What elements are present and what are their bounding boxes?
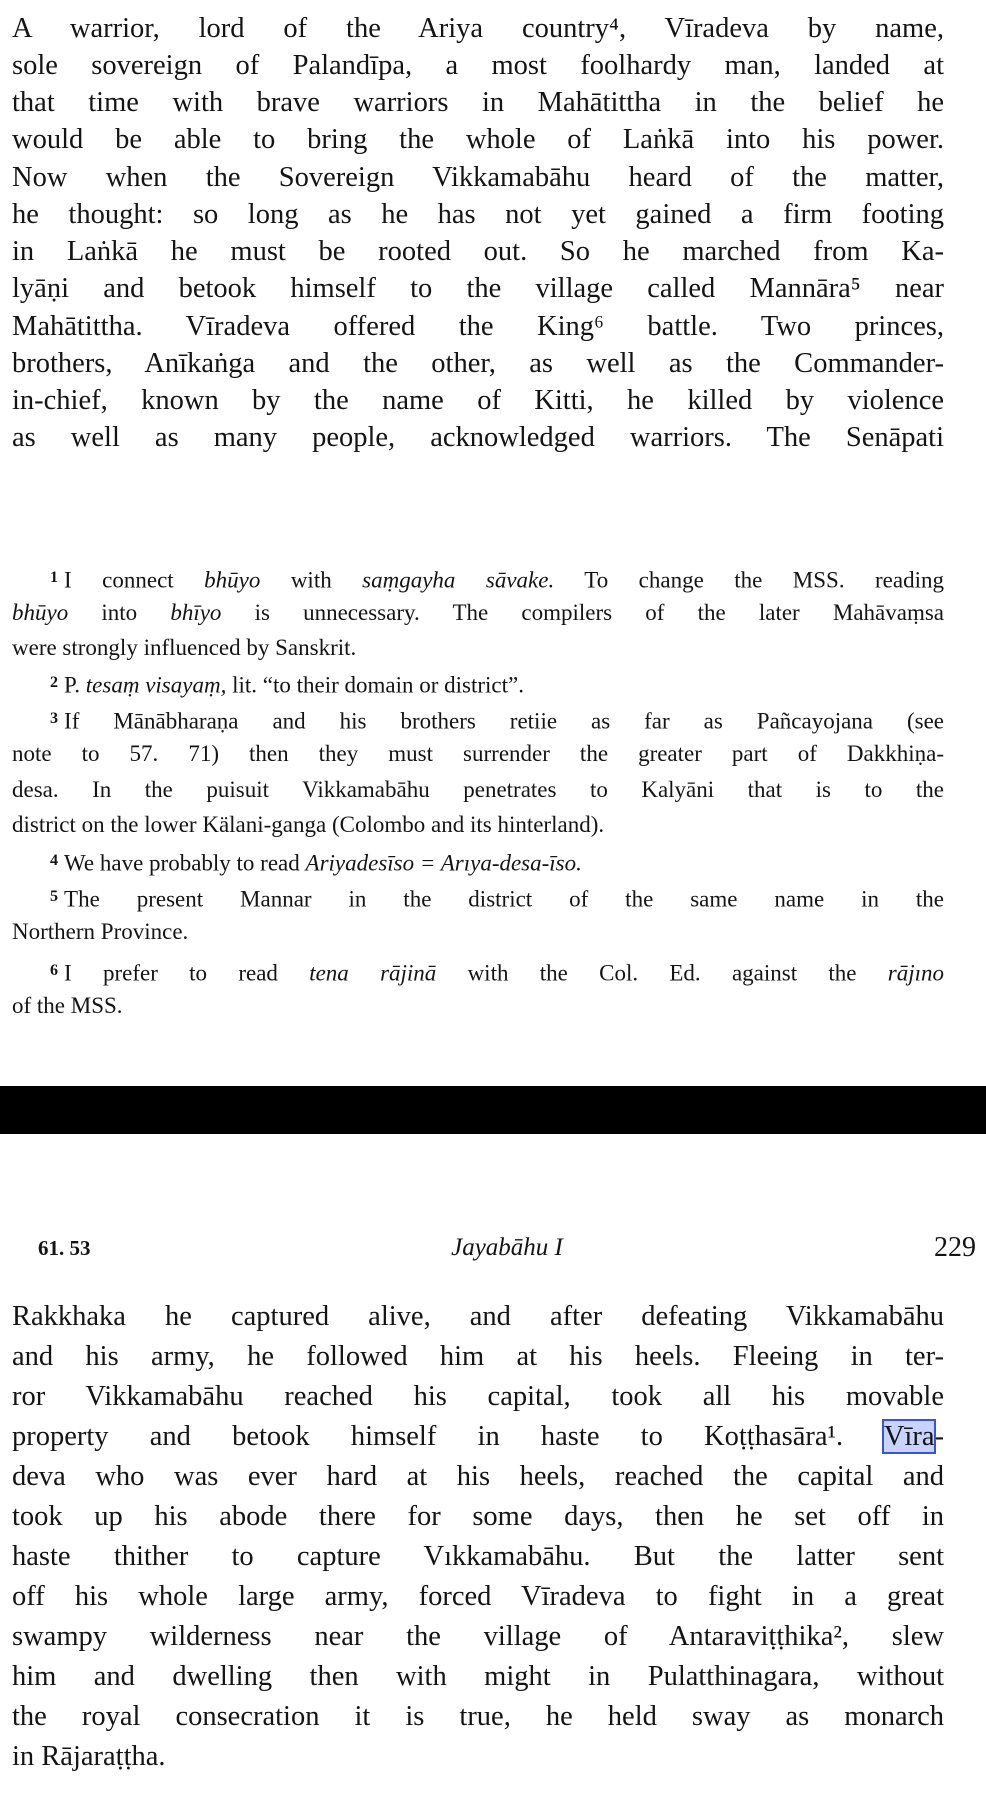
body-line: brothers, Anīkaṅga and the other, as well as the Commander- xyxy=(12,348,944,379)
header-verse-ref: 61. 53 xyxy=(38,1236,91,1260)
body-line: would be able to bring the whole of Laṅkā into his power. xyxy=(12,124,944,155)
footnote-1-line-3: were strongly influenced by Sanskrit. xyxy=(12,635,357,660)
body-line: lyāṇi and betook himself to the village called Mannāra⁵ near xyxy=(12,273,944,304)
hyphen: - xyxy=(934,1421,944,1452)
footnote-text: is unnecessary. The compilers of the later Mahāvaṃsa xyxy=(221,600,944,625)
body-line: that time with brave warriors in Mahātittha in the belief he xyxy=(12,87,944,118)
footnote-1 xyxy=(50,560,944,595)
footnote-italic: bhūyo xyxy=(204,567,261,593)
body-line-last: in Rājaraṭṭha. xyxy=(12,1741,166,1772)
footnote-text: with xyxy=(260,567,363,593)
footnote-number: 1 xyxy=(50,569,59,586)
body-line: and his army, he followed him at his heels. Fleeing in ter- xyxy=(12,1341,944,1372)
footnote-text: I connect xyxy=(64,567,205,593)
body-line: Mahātittha. Vīradeva offered the King⁶ battle. Two princes, xyxy=(12,311,944,342)
footnote-text: The present Mannar in the district of the same name in the xyxy=(64,886,944,912)
footnote-text: If Mānābharaṇa and his brothers retiie as far as Pañcayojana (see xyxy=(64,708,944,734)
footnote-2 xyxy=(50,665,944,700)
footnote-6 xyxy=(50,953,944,988)
footnote-italic: tesaṃ visayaṃ, xyxy=(85,672,227,698)
body-line: A warrior, lord of the Ariya country⁴, Vīradeva by name, xyxy=(12,13,944,44)
footnote-4 xyxy=(50,843,944,878)
body-line: sole sovereign of Palandīpa, a most foolhardy man, landed at xyxy=(12,50,944,81)
footnote-number: 3 xyxy=(50,710,59,727)
page-divider xyxy=(0,1086,986,1134)
footnote-text: lit. “to their domain or district”. xyxy=(226,672,524,698)
body-line: off his whole large army, forced Vīradeva to fight in a great xyxy=(12,1581,944,1612)
footnote-text: P. xyxy=(64,672,86,698)
footnote-3-line-3: desa. In the puisuit Vikkamabāhu penetrates to Kalyāni that is to the xyxy=(12,777,944,802)
body-line: in Laṅkā he must be rooted out. So he marched from Ka- xyxy=(12,236,944,267)
footnote-italic: rājıno xyxy=(887,960,944,986)
body-line-with-selection xyxy=(12,1416,944,1458)
footnote-1-line-2 xyxy=(12,595,944,630)
body-line: the royal consecration it is true, he held sway as monarch xyxy=(12,1701,944,1732)
footnote-5 xyxy=(50,879,944,914)
footnote-italic: saṃgayha sāvake. xyxy=(362,567,555,593)
body-text: property and betook himself in haste to Koṭṭhasāra¹. xyxy=(12,1421,844,1452)
header-page-number: 229 xyxy=(934,1232,976,1263)
body-line: Now when the Sovereign Vikkamabāhu heard of the matter, xyxy=(12,162,944,193)
footnote-3 xyxy=(50,701,944,736)
body-line: deva who was ever hard at his heels, reached the capital and xyxy=(12,1461,944,1492)
body-line: haste thither to capture Vıkkamabāhu. But the latter sent xyxy=(12,1541,944,1572)
body-line: swampy wilderness near the village of Antaraviṭṭhika², slew xyxy=(12,1621,944,1652)
footnote-3-line-4: district on the lower Kälani-ganga (Colombo and its hinterland). xyxy=(12,812,605,837)
footnote-number: 5 xyxy=(50,888,59,905)
footnote-italic: bhīyo xyxy=(170,600,222,625)
footnote-5-line-2: Northern Province. xyxy=(12,919,189,944)
running-header xyxy=(38,1228,976,1268)
footnote-number: 4 xyxy=(50,852,59,869)
footnote-italic: tena rājinā xyxy=(309,960,437,986)
footnote-text: I prefer to read xyxy=(64,960,310,986)
footnote-text: To change the MSS. reading xyxy=(554,567,944,593)
footnote-text: into xyxy=(68,600,171,625)
footnote-text: We have probably to read xyxy=(64,850,306,876)
footnote-number: 6 xyxy=(50,962,59,979)
footnote-number: 2 xyxy=(50,674,59,691)
footnote-6-line-2: of the MSS. xyxy=(12,993,123,1018)
footnote-italic: bhūyo xyxy=(12,600,69,625)
selected-text-highlight[interactable]: Vīra xyxy=(883,1421,935,1452)
body-line: in-chief, known by the name of Kitti, he killed by violence xyxy=(12,385,944,416)
body-line: as well as many people, acknowledged warriors. The Senāpati xyxy=(12,422,944,453)
body-line: he thought: so long as he has not yet gained a firm footing xyxy=(12,199,944,230)
footnote-3-line-2: note to 57. 71) then they must surrender the greater part of Dakkhiṇa- xyxy=(12,741,944,766)
footnote-italic: Ariyadesīso = Arıya-desa-īso. xyxy=(305,850,582,876)
body-line: Rakkhaka he captured alive, and after defeating Vikkamabāhu xyxy=(12,1301,944,1332)
header-chapter-title: Jayabāhu I xyxy=(451,1234,563,1261)
body-line: ror Vikkamabāhu reached his capital, took all his movable xyxy=(12,1381,944,1412)
body-line: took up his abode there for some days, then he set off in xyxy=(12,1501,944,1532)
footnote-text: with the Col. Ed. against the xyxy=(436,960,888,986)
body-line: him and dwelling then with might in Pulatthinagara, without xyxy=(12,1661,944,1692)
